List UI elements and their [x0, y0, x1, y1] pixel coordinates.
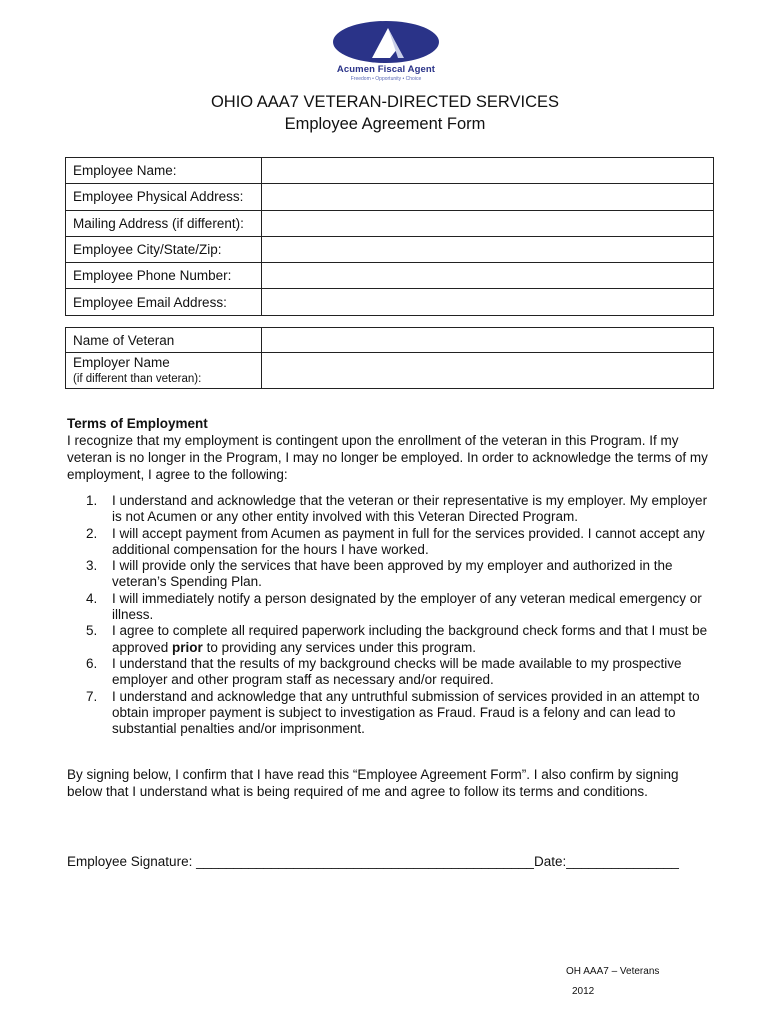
item-text: I will provide only the services that have been approved by my employer and authorized in the veteran’s Spending Plan. [112, 558, 673, 590]
item-number: 1. [86, 493, 98, 508]
employer-name-label [66, 353, 262, 389]
item-text: I will immediately notify a person designated by the employer of any veteran medical emergency or illness. [112, 590, 702, 623]
item-number: 6. [86, 655, 98, 671]
table-row [66, 328, 714, 353]
item-number: 7. [86, 688, 98, 704]
confirmation-text: By signing below, I confirm that I have read this “Employee Agreement Form”. I also confirm by signing below that I understand what is being required of me and agree to follow its terms and conditions. [67, 767, 679, 799]
phone-number-label: Employee Phone Number: [66, 263, 262, 289]
item-text: I will accept payment from Acumen as payment in full for the services provided. I cannot accept any additional compensation for the hours I have worked. [112, 525, 705, 557]
employee-info-table [65, 157, 714, 316]
city-state-zip-label: Employee City/State/Zip: [66, 236, 262, 262]
list-item [86, 558, 716, 591]
list-item [86, 493, 716, 526]
list-item [86, 591, 716, 624]
item-number: 5. [86, 623, 98, 639]
table-row [66, 210, 714, 236]
table-row [66, 158, 714, 184]
list-item [86, 623, 716, 656]
physical-address-field[interactable] [262, 184, 714, 210]
item-text-pre: I agree to complete all required paperwork including the background check forms and that I must be approved [112, 623, 708, 655]
email-address-label: Employee Email Address: [66, 289, 262, 315]
item-text-bold: prior [172, 639, 203, 655]
employer-name-note: (if different than veteran): [73, 373, 202, 385]
terms-section [67, 415, 715, 483]
table-row [66, 263, 714, 289]
date-field[interactable]: _______________ [566, 854, 679, 869]
item-number: 3. [86, 558, 98, 574]
employer-name-text: Employer Name [73, 355, 170, 370]
list-item [86, 526, 716, 559]
footer-form-id: OH AAA7 – Veterans [566, 966, 660, 977]
list-item [86, 689, 716, 738]
employer-name-field[interactable] [262, 353, 714, 389]
table-row [66, 236, 714, 262]
page-subtitle: Employee Agreement Form [284, 115, 486, 133]
item-number: 2. [86, 525, 98, 541]
veteran-name-label: Name of Veteran [66, 328, 262, 353]
city-state-zip-field[interactable] [262, 236, 714, 262]
veteran-info-table [65, 327, 714, 389]
item-text-post: to providing any services under this program. [202, 639, 476, 655]
signature-label: Employee Signature: [67, 854, 197, 869]
phone-number-field[interactable] [262, 263, 714, 289]
email-address-field[interactable] [262, 289, 714, 315]
table-row [66, 289, 714, 315]
employee-name-label: Employee Name: [66, 158, 262, 184]
logo-name: Acumen Fiscal Agent [336, 64, 436, 75]
logo-ellipse-icon [328, 20, 444, 70]
table-row [66, 184, 714, 210]
terms-list [86, 493, 716, 737]
item-text: I understand and acknowledge that the veteran or their representative is my employer. My employer is not Acumen or any other entity involved with this Veteran Directed Program. [112, 493, 708, 525]
table-row [66, 353, 714, 389]
veteran-name-field[interactable] [262, 328, 714, 353]
physical-address-label: Employee Physical Address: [66, 184, 262, 210]
signature-field[interactable]: _____________________________________________ [196, 854, 534, 869]
mailing-address-field[interactable] [262, 210, 714, 236]
footer-year: 2012 [572, 986, 595, 997]
terms-intro: I recognize that my employment is contingent upon the enrollment of the veteran in this Program. If my veteran is no longer in the Program, I may no longer be employed. In order to acknowledge the terms of my employment, I agree to the following: [67, 433, 708, 482]
terms-heading: Terms of Employment [67, 416, 208, 431]
item-text: I understand that the results of my background checks will be made available to my prospective employer and other program staff as necessary and/or required. [112, 655, 682, 688]
list-item [86, 656, 716, 689]
employee-name-field[interactable] [262, 158, 714, 184]
page-title: OHIO AAA7 VETERAN-DIRECTED SERVICES [210, 93, 560, 111]
mailing-address-label: Mailing Address (if different): [66, 210, 262, 236]
logo-tagline: Freedom • Opportunity • Choice [350, 76, 422, 82]
acumen-logo [328, 20, 444, 100]
signature-line [67, 853, 727, 870]
date-label: Date: [533, 854, 567, 869]
item-text: I understand and acknowledge that any untruthful submission of services provided in an attempt to obtain improper payment is subject to investigation as Fraud. Fraud is a felony and can lead to substantial penalties and/or imprisonment. [112, 688, 700, 737]
item-number: 4. [86, 590, 98, 606]
